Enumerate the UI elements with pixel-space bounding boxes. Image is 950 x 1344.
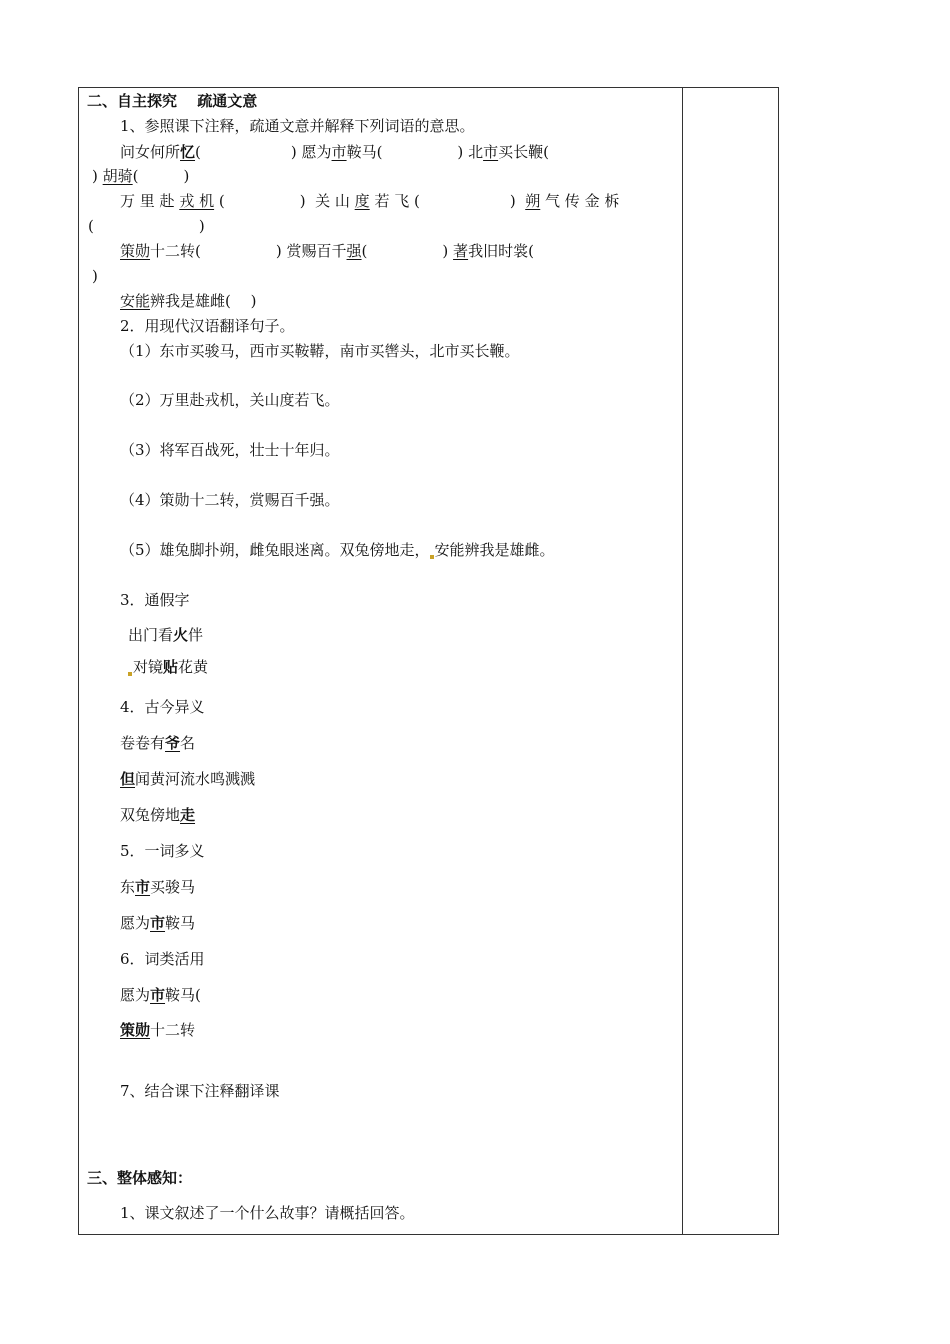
- word-text: 万 里 赴: [120, 192, 180, 210]
- keyword: 火: [173, 626, 189, 644]
- q2-heading: 2．用现代汉语翻译句子。: [120, 317, 295, 335]
- q5-heading: 5．一词多义: [120, 842, 205, 860]
- word-text: ( ): [132, 167, 190, 185]
- word-text: 愿为: [120, 986, 151, 1004]
- keyword: 戎 机: [179, 192, 215, 210]
- anchor-mark-icon: [430, 555, 434, 559]
- q1-line-7: [120, 291, 257, 311]
- q2-item-4: （4）策勋十二转，赏赐百千强。: [120, 491, 340, 509]
- keyword: 强: [346, 242, 362, 260]
- keyword: 爷: [165, 734, 181, 752]
- word-text: 东: [120, 878, 136, 896]
- q2-item-1: （1）东市买骏马，西市买鞍鞯，南市买辔头，北市买长鞭。: [120, 342, 520, 360]
- q1-line-6: ): [92, 267, 98, 285]
- word-text: 伴: [188, 626, 204, 644]
- keyword: 策勋: [120, 242, 151, 260]
- keyword: 但: [120, 770, 136, 788]
- keyword: 贴: [163, 658, 179, 676]
- word-text: 十二转: [150, 1021, 196, 1039]
- section-2-title: 二、自主探究 疏通文意: [87, 92, 258, 110]
- sentence-part: （5）雄兔脚扑朔，雌兔眼迷离。双兔傍地走，: [120, 541, 430, 559]
- word-text: 花黄: [178, 658, 209, 676]
- keyword: 市: [135, 878, 151, 896]
- word-text: 若 飞 ( ): [369, 192, 516, 210]
- word-text: ): [92, 167, 98, 185]
- word-text: 气 传 金 柝: [540, 192, 620, 210]
- word-text: 卷卷有: [120, 734, 166, 752]
- word-text: 闻黄河流水鸣溅溅: [135, 770, 256, 788]
- q1-line-1: [120, 142, 549, 162]
- keyword: 策勋: [120, 1021, 151, 1039]
- q6-heading: 6．词类活用: [120, 950, 205, 968]
- word-text: ( ): [195, 143, 297, 161]
- word-text: 出门看: [128, 626, 174, 644]
- keyword: 朔: [525, 192, 541, 210]
- word-text: 关 山: [315, 192, 355, 210]
- keyword: 市: [150, 986, 166, 1004]
- q3-heading: 3．通假字: [120, 591, 190, 609]
- q3-example-2: [128, 657, 208, 677]
- word-text: 辨我是雄雌( ): [150, 292, 257, 310]
- section-3-title: 三、整体感知：: [87, 1169, 193, 1187]
- word-text: 十二转( ): [150, 242, 282, 260]
- keyword: 著: [453, 242, 469, 260]
- word-text: 买长鞭(: [498, 143, 549, 161]
- word-text: ( ): [361, 242, 449, 260]
- keyword: 胡骑: [102, 167, 133, 185]
- word-text: 愿为: [301, 143, 332, 161]
- keyword: 市: [150, 914, 166, 932]
- q6-example-2: [120, 1020, 195, 1040]
- keyword: 忆: [180, 143, 196, 161]
- column-divider: [682, 87, 683, 1235]
- word-text: 双兔傍地: [120, 806, 181, 824]
- q2-item-3: （3）将军百战死，壮士十年归。: [120, 441, 340, 459]
- word-text: 买骏马: [150, 878, 196, 896]
- keyword: 走: [180, 806, 196, 824]
- q5-example-2: [120, 913, 195, 933]
- word-text: 北: [468, 143, 484, 161]
- keyword: 度: [354, 192, 370, 210]
- keyword: 市: [331, 143, 347, 161]
- section-3-q1: 1、课文叙述了一个什么故事？请概括回答。: [120, 1204, 415, 1222]
- q1-line-4: ( ): [88, 217, 205, 235]
- word-text: 鞍马: [165, 914, 196, 932]
- q2-item-2: （2）万里赴戎机，关山度若飞。: [120, 391, 340, 409]
- q3-example-1: [128, 625, 203, 645]
- q1-line-5: [120, 241, 534, 261]
- q4-heading: 4．古今异义: [120, 698, 205, 716]
- word-text: 名: [180, 734, 196, 752]
- q1-line-3: [120, 191, 619, 211]
- q4-example-3: [120, 805, 195, 825]
- word-text: 赏赐百千: [286, 242, 347, 260]
- word-text: 鞍马( ): [346, 143, 464, 161]
- keyword: 市: [483, 143, 499, 161]
- q4-example-2: [120, 769, 255, 789]
- q4-example-1: [120, 733, 195, 753]
- q5-example-1: [120, 877, 195, 897]
- word-text: 对镜: [133, 658, 164, 676]
- q2-item-5: [120, 540, 555, 560]
- sentence-part: 安能辨我是雄雌。: [434, 541, 555, 559]
- q1-intro: 1、参照课下注释，疏通文意并解释下列词语的意思。: [120, 117, 475, 135]
- word-text: ( ): [214, 192, 306, 210]
- q6-example-1: [120, 985, 201, 1005]
- word-text: 我旧时裳(: [468, 242, 534, 260]
- word-text: 鞍马(: [165, 986, 201, 1004]
- q1-line-2: [92, 166, 189, 186]
- word-text: 愿为: [120, 914, 151, 932]
- anchor-mark-icon: [128, 672, 132, 676]
- word-text: 问女何所: [120, 143, 181, 161]
- keyword: 安能: [120, 292, 151, 310]
- q7-heading: 7、结合课下注释翻译课: [120, 1082, 280, 1100]
